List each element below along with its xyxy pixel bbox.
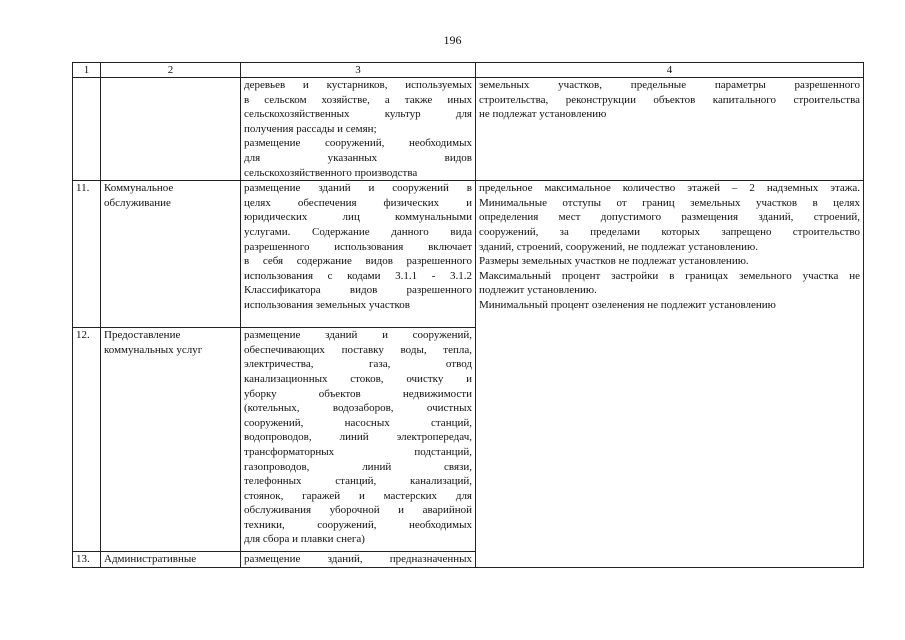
text-line: целях обеспечения физических и bbox=[244, 196, 472, 209]
cell-description bbox=[241, 181, 476, 328]
text-line: строительства, реконструкции объектов капитального строительства bbox=[479, 93, 860, 106]
text-line: электричества, газа, отвод bbox=[244, 358, 472, 371]
cell-name-empty bbox=[101, 78, 241, 181]
text-line: деревьев и кустарников, используемых bbox=[244, 79, 472, 91]
text-line: обеспечивающих поставку воды, тепла, bbox=[244, 343, 472, 356]
text-line: сельскохозяйственного производства bbox=[244, 166, 418, 179]
text-line: зданий, строений, сооружений, не подлежат установлению. bbox=[479, 240, 758, 253]
cell-description bbox=[241, 552, 476, 568]
text-line: сооружений, насосных станций, bbox=[244, 416, 472, 429]
text-line: в себя содержание видов разрешенного bbox=[244, 255, 472, 268]
table-row-continuation bbox=[73, 78, 864, 181]
text-line: земельных участков, предельные параметры разрешенного bbox=[479, 79, 860, 91]
cell-name: Административные bbox=[101, 552, 241, 568]
text-line: Максимальный процент застройки в границах земельного участка не bbox=[479, 269, 860, 282]
text-line: уборку объектов недвижимости bbox=[244, 387, 472, 400]
cell-name: Предоставление коммунальных услуг bbox=[101, 328, 241, 552]
table-header-row bbox=[73, 63, 864, 78]
text-line: юридических лиц коммунальными bbox=[244, 211, 472, 224]
text-line: размещение зданий, предназначенных bbox=[244, 553, 472, 566]
page-number: 196 bbox=[443, 33, 462, 47]
cell-parameters bbox=[476, 78, 864, 181]
text-line: стоянок, гаражей и мастерских для bbox=[244, 489, 472, 502]
text-line: для сбора и плавки снега) bbox=[244, 533, 365, 546]
text-line: разрешенного использования включает bbox=[244, 240, 472, 253]
text-line: газопроводов, линий связи, bbox=[244, 460, 472, 473]
text-line: Классификатора видов разрешенного bbox=[244, 284, 472, 297]
cell-parameters bbox=[476, 181, 864, 568]
header-col-2: 2 bbox=[101, 63, 241, 78]
text-line: обслуживания уборочной и аварийной bbox=[244, 504, 472, 517]
text-line: Минимальный процент озеленения не подлежит установлению bbox=[479, 298, 776, 311]
text-line: сооружений, за пределами которых запрещено строительство bbox=[479, 225, 860, 238]
text-line: канализационных стоков, очистку и bbox=[244, 372, 472, 385]
text-line: подлежит установлению. bbox=[479, 284, 597, 297]
text-line: техники, сооружений, необходимых bbox=[244, 518, 472, 531]
text-line: водопроводов, линий электропередач, bbox=[244, 431, 472, 444]
header-col-1: 1 bbox=[73, 63, 101, 78]
text-line: предельное максимальное количество этажей – 2 надземных этажа. bbox=[479, 182, 860, 195]
text-line: (котельных, водозаборов, очистных bbox=[244, 402, 472, 415]
text-line: Минимальные отступы от границ земельных участков в целях bbox=[479, 196, 860, 209]
cell-name: Коммунальное обслуживание bbox=[101, 181, 241, 328]
table-row-11 bbox=[73, 181, 864, 328]
cell-num: 13. bbox=[73, 552, 101, 568]
text-line: размещение зданий и сооружений, bbox=[244, 329, 472, 342]
cell-num: 12. bbox=[73, 328, 101, 552]
header-col-3: 3 bbox=[241, 63, 476, 78]
text-line: не подлежат установлению bbox=[479, 108, 607, 121]
text-line: размещение сооружений, необходимых bbox=[244, 137, 472, 150]
header-col-4: 4 bbox=[476, 63, 864, 78]
text-line: сельскохозяйственных культур для bbox=[244, 108, 472, 121]
text-line: использования с кодами 3.1.1 - 3.1.2 bbox=[244, 269, 472, 282]
text-line: для указанных видов bbox=[244, 151, 472, 164]
text-line: услугами. Содержание данного вида bbox=[244, 225, 472, 238]
cell-num: 11. bbox=[73, 181, 101, 328]
cell-num-empty bbox=[73, 78, 101, 181]
cell-description bbox=[241, 78, 476, 181]
text-line: телефонных станций, канализаций, bbox=[244, 475, 472, 488]
zoning-table bbox=[72, 62, 864, 568]
text-line: получения рассады и семян; bbox=[244, 122, 377, 135]
text-line: определения мест допустимого размещения зданий, строений, bbox=[479, 211, 860, 224]
text-line: в сельском хозяйстве, а также иных bbox=[244, 93, 472, 106]
text-line: использования земельных участков bbox=[244, 298, 410, 311]
text-line: размещение зданий и сооружений в bbox=[244, 182, 472, 195]
text-line: Размеры земельных участков не подлежат установлению. bbox=[479, 255, 749, 268]
cell-description bbox=[241, 328, 476, 552]
text-line: трансформаторных подстанций, bbox=[244, 445, 472, 458]
